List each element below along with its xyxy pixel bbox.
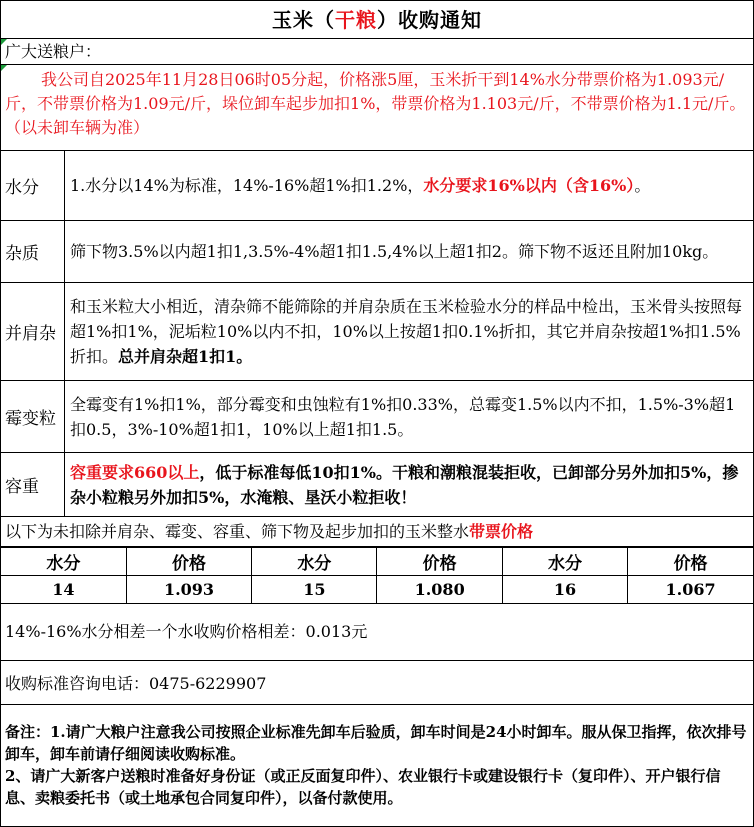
rule-label-density: 容重 xyxy=(1,453,65,516)
consult-phone: 收购标准咨询电话：0475-6229907 xyxy=(1,661,753,705)
title-prefix: 玉米（ xyxy=(272,8,335,32)
salutation: 广大送粮户： xyxy=(5,42,102,61)
header-cell: 水分 xyxy=(502,548,627,576)
title-suffix: ）收购通知 xyxy=(377,8,482,32)
rule-row-water xyxy=(1,151,753,221)
rule-row-shoulder-impurity xyxy=(1,283,753,381)
table-cell: 14 xyxy=(1,576,126,604)
rule-content-shoulder-impurity: 和玉米粒大小相近，清杂筛不能筛除的并肩杂质在玉米检验水分的样品中检出，玉米骨头按照每超1%扣1%，泥垢粒10%以内不扣，10%以上按超1扣0.1%折扣，其它并肩杂按超1%扣1.5%折扣。总并肩杂超1扣1。 xyxy=(70,297,743,366)
cell-marker-icon xyxy=(1,65,7,71)
cell-marker-icon xyxy=(1,39,7,45)
rule-row-mold xyxy=(1,381,753,453)
salutation-row xyxy=(1,39,753,65)
remark-line-2: 2、请广大新客户送粮时准备好身份证（或正反面复印件）、农业银行卡或建设银行卡（复印件）、开户银行信息、卖粮委托书（或土地承包合同复印件），以备付款使用。 xyxy=(5,767,721,807)
announcement-text: 我公司自2025年11月28日06时05分起，价格涨5厘，玉米折干到14%水分带票价格为1.093元/斤，不带票价格为1.09元/斤，垛位卸车起步加扣1%，带票价格为1.103元/斤，不带票价格为1.1元/斤。（以未卸车辆为准） xyxy=(5,70,746,137)
rule-label-mold: 霉变粒 xyxy=(1,381,65,452)
moisture-price-diff: 14%-16%水分相差一个水收购价格相差：0.013元 xyxy=(1,601,753,661)
rule-label-shoulder-impurity: 并肩杂 xyxy=(1,283,65,380)
table-cell: 15 xyxy=(252,576,377,604)
header-cell: 价格 xyxy=(628,548,753,576)
title-highlight: 干粮 xyxy=(335,8,377,32)
shoulder-total-rule: 总并肩杂超1扣1。 xyxy=(118,347,253,366)
table-row xyxy=(1,576,753,604)
price-table xyxy=(1,547,753,604)
announcement-row xyxy=(1,65,753,151)
density-requirement: 容重要求660以上 xyxy=(70,462,200,482)
remarks xyxy=(1,705,753,826)
remark-line-1: 备注：1.请广大粮户注意我公司按照企业标准先卸车后验质，卸车时间是24小时卸车。服从保卫指挥，依次排号卸车，卸车前请仔细阅读收购标准。 xyxy=(5,723,747,763)
rule-content-mold: 全霉变有1%扣1%，部分霉变和虫蚀粒有1%扣0.33%，总霉变1.5%以内不扣，1.5%-3%超1扣0.5，3%-10%超1扣1，10%以上超1扣1.5。 xyxy=(70,394,736,439)
table-cell: 1.080 xyxy=(377,576,502,604)
rule-content-density: 容重要求660以上，低于标准每低10扣1%。干粮和潮粮混装拒收，已卸部分另外加扣5%，掺杂小粒粮另外加扣5%，水淹粮、垦沃小粒拒收！ xyxy=(70,462,739,507)
water-requirement: 水分要求16%以内（含16%） xyxy=(423,176,635,195)
header-cell: 水分 xyxy=(1,548,126,576)
header-cell: 水分 xyxy=(252,548,377,576)
rule-label-water: 水分 xyxy=(1,151,65,220)
table-cell: 16 xyxy=(502,576,627,604)
table-cell: 1.093 xyxy=(126,576,251,604)
header-cell: 价格 xyxy=(126,548,251,576)
rule-content-impurity: 筛下物3.5%以内超1扣1,3.5%-4%超1扣1.5,4%以上超1扣2。筛下物不返还且附加10kg。 xyxy=(70,242,719,261)
notice-title xyxy=(1,1,753,39)
rule-row-impurity xyxy=(1,221,753,283)
rule-label-impurity: 杂质 xyxy=(1,221,65,282)
price-table-caption: 以下为未扣除并肩杂、霉变、容重、筛下物及起步加扣的玉米整水带票价格 xyxy=(1,517,753,547)
price-table-header xyxy=(1,548,753,576)
header-cell: 价格 xyxy=(377,548,502,576)
price-type-highlight: 带票价格 xyxy=(469,522,534,541)
rule-content-water: 1.水分以14%为标准，14%-16%超1%扣1.2%，水分要求16%以内（含16%）。 xyxy=(70,176,651,195)
table-cell: 1.067 xyxy=(628,576,753,604)
rule-row-density xyxy=(1,453,753,517)
